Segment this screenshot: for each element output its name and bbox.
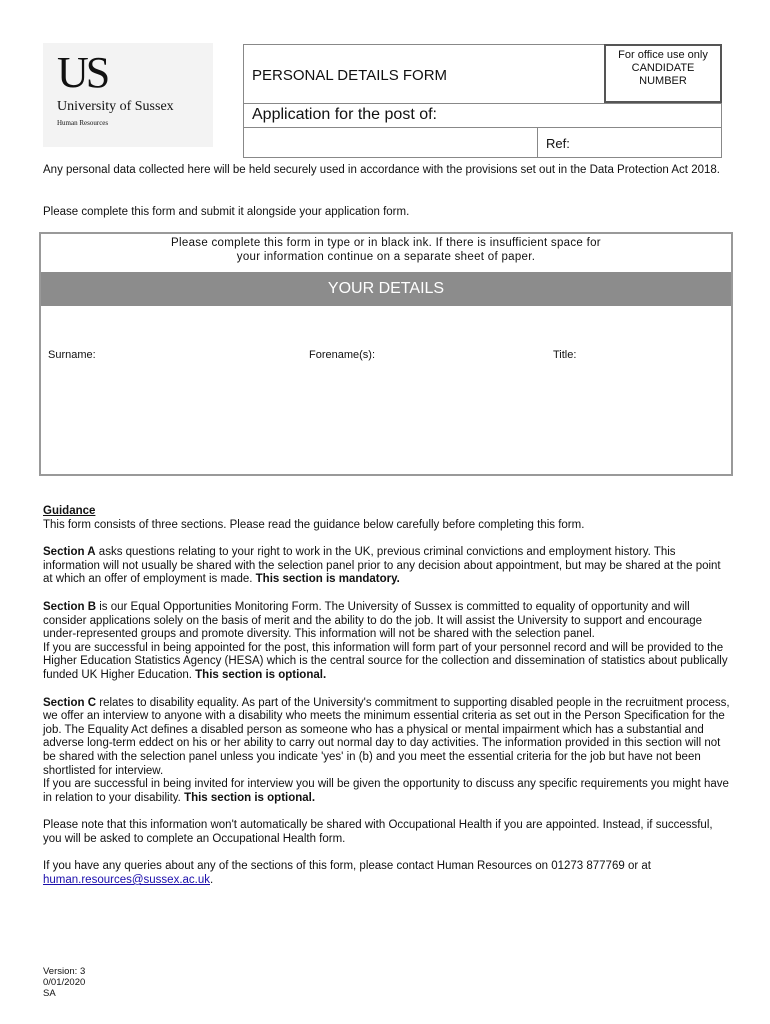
section-a-guidance — [43, 546, 733, 587]
version-number: Version: 3 — [43, 966, 86, 977]
office-use-box — [604, 44, 722, 103]
section-c-label: Section C — [43, 696, 97, 709]
forename-field[interactable] — [381, 342, 546, 366]
submit-instruction: Please complete this form and submit it alongside your application form. — [43, 206, 410, 218]
queries-text: If you have any queries about any of the sections of this form, please contact Human Resources on 01273 877769 or at — [43, 860, 651, 873]
section-b-text: is our Equal Opportunities Monitoring Form. The University of Sussex is committed to equality of opportunity and will consider applications solely on the basis of merit and the ability to do the job. It will assist the University to support and encourage under-represented groups and promote diversity. This information will not be shared with the selection panel. — [43, 600, 703, 641]
title-field[interactable] — [586, 342, 726, 366]
guidance-section — [43, 505, 733, 888]
guidance-heading: Guidance — [43, 505, 96, 517]
version-code: SA — [43, 988, 56, 999]
form-title: PERSONAL DETAILS FORM — [252, 67, 448, 84]
section-a-text: asks questions relating to your right to work in the UK, previous criminal convictions and employment history. This information will not usually be shared with the selection panel prior to any decision about appointment, but may be shared at the point at which an offer of employment is made. — [43, 546, 721, 586]
title-label: Title: — [553, 349, 577, 361]
post-label: Application for the post of: — [252, 106, 437, 123]
section-c-status: This section is optional. — [184, 791, 316, 804]
ref-label: Ref: — [546, 136, 570, 151]
section-c-guidance — [43, 697, 733, 779]
hr-email-link[interactable]: human.resources@sussex.ac.uk — [43, 874, 210, 887]
logo-department: Human Resources — [57, 119, 109, 127]
university-logo — [43, 43, 213, 147]
section-c-text: relates to disability equality. As part of the University's commitment to supporting disabled people in the recruitment process, we offer an interview to anyone with a disability who meets the minimum essential criteria as set out in the Person Specification for the job. The Equality Act defines a disabled person as someone who has a physical or mental impairment which has a substantial and adverse long-term eddect on his or her ability to carry out normal day to day activities. The information provided in this section will not be shared with the selection panel unless you indicate 'yes' in (b) and you meet the essential criteria for the job but have not been shortlisted for interview. — [43, 696, 730, 777]
queries-note — [43, 860, 733, 887]
office-use-line2: CANDIDATE — [631, 62, 695, 74]
guidance-intro: This form consists of three sections. Please read the guidance below carefully before completing this form. — [43, 518, 585, 531]
section-c-guidance-cont — [43, 778, 733, 805]
version-date: 0/01/2020 — [43, 977, 86, 988]
office-use-line1: For office use only — [618, 49, 708, 61]
ref-field[interactable] — [537, 127, 722, 157]
section-b-label: Section B — [43, 600, 97, 613]
section-a-label: Section A — [43, 546, 96, 559]
logo-mark: US — [57, 48, 108, 97]
occupational-health-note: Please note that this information won't automatically be shared with Occupational Health if you are appointed. Instead, if successful, you will be asked to complete an Occupational Health form. — [43, 819, 713, 845]
section-c-text2: If you are successful in being invited for interview you will be given the opportunity to discuss any specific requirements you might have in relation to your disability. — [43, 778, 729, 804]
logo-university-name: University of Sussex — [57, 99, 174, 114]
your-details-section — [39, 232, 733, 476]
your-details-heading: YOUR DETAILS — [41, 272, 731, 306]
surname-field[interactable] — [101, 342, 301, 366]
section-a-status: This section is mandatory. — [255, 573, 400, 586]
forename-label: Forename(s): — [309, 349, 376, 361]
post-row — [244, 103, 721, 128]
section-b-guidance — [43, 601, 733, 642]
section-b-status: This section is optional. — [195, 668, 327, 681]
ink-instruction-line1: Please complete this form in type or in black ink. If there is insufficient space for — [171, 237, 601, 249]
privacy-notice: Any personal data collected here will be held securely used in accordance with the provisions set out in the Data Protection Act 2018. — [43, 164, 720, 176]
section-b-text2: If you are successful in being appointed for the post, this information will form part of your personnel record and will be provided to the Higher Education Statistics Agency (HESA) which is the central source for the collection and dissemination of statistics about publically funded UK Higher Education. — [43, 641, 728, 681]
surname-label: Surname: — [48, 349, 96, 361]
ink-instruction — [41, 236, 731, 264]
queries-end: . — [210, 874, 214, 887]
post-input[interactable] — [244, 127, 537, 157]
version-footer — [43, 966, 85, 999]
office-use-line3: NUMBER — [639, 75, 687, 87]
form-header — [243, 44, 722, 158]
section-b-guidance-cont — [43, 642, 733, 683]
header-title-row — [244, 45, 721, 104]
ink-instruction-line2: your information continue on a separate sheet of paper. — [236, 251, 536, 263]
